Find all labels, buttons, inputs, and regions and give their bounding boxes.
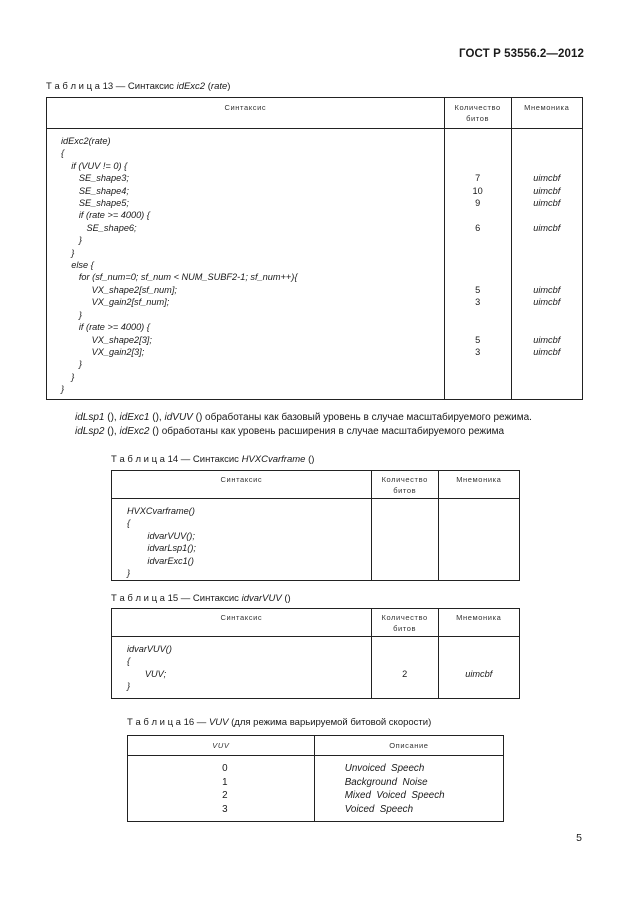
table13-caption-paren-open: ( — [205, 81, 211, 92]
vuv-description: Mixed Voiced Speech — [344, 790, 445, 801]
table14-header-bits: Количество битов — [371, 471, 438, 499]
table16-caption — [127, 717, 431, 728]
table13-mnemonic-cell — [511, 129, 582, 400]
table13-caption — [46, 81, 230, 92]
bits-value — [445, 371, 511, 383]
table16-header-vuv: VUV — [128, 736, 315, 756]
bits-value: 3 — [475, 297, 481, 308]
note-line-1 — [75, 411, 532, 425]
code-line: HVXCvarframe() — [127, 506, 195, 516]
bits-value: 9 — [475, 198, 481, 209]
code-line: idExc2(rate) — [61, 136, 111, 146]
bits-value: 5 — [475, 334, 481, 345]
bits-value — [445, 209, 511, 221]
table15-bits-cell — [371, 637, 438, 699]
bits-value: 3 — [475, 346, 481, 357]
bits-value — [445, 160, 511, 172]
bits-value: 5 — [475, 284, 481, 295]
mnemonic-value: uimcbf — [533, 198, 561, 209]
table15-caption — [111, 593, 291, 604]
code-line: } — [61, 384, 65, 395]
bits-value: 6 — [475, 222, 481, 233]
code-line: SE_shape5; — [61, 198, 129, 209]
table15-mnemonics — [439, 637, 519, 693]
mnemonic-value: uimcbf — [533, 284, 561, 295]
table13-syntax-cell — [47, 129, 445, 400]
table13-header-bits: Количество битов — [444, 98, 511, 129]
mnemonic-value: uimcbf — [533, 173, 561, 184]
table13-mnemonics — [512, 129, 582, 396]
table14-header-mnemonic: Мнемоника — [438, 471, 519, 499]
mnemonic-value — [512, 259, 582, 271]
table14-caption-func: HVXCvarframe — [241, 454, 306, 465]
table16-vuv-values — [128, 756, 314, 816]
note2-func-1: idLsp2 — [75, 426, 105, 437]
vuv-description: Voiced Speech — [344, 803, 414, 815]
bits-value — [445, 234, 511, 246]
mnemonic-value — [512, 247, 582, 259]
table13-bits — [445, 129, 511, 396]
table13-header-syntax: Синтаксис — [47, 98, 445, 129]
note2-text-1: (), — [104, 426, 120, 437]
code-line: { — [127, 656, 131, 667]
mnemonic-value — [512, 383, 582, 395]
code-line: if (rate >= 4000) { — [61, 210, 150, 221]
code-line: else { — [61, 260, 94, 271]
bits-value — [445, 309, 511, 321]
standard-header: ГОСТ Р 53556.2—2012 — [459, 48, 584, 60]
bits-value — [372, 680, 438, 692]
table15-mnemonic-cell — [438, 637, 519, 699]
code-line: } — [61, 359, 82, 370]
code-line: if (VUV != 0) { — [61, 160, 128, 171]
table14-syntax-cell — [112, 499, 372, 581]
table15-syntax-cell — [112, 637, 372, 699]
mnemonic-value: uimcbf — [533, 222, 561, 233]
table16-desc-cell — [314, 756, 503, 822]
bits-value — [372, 655, 438, 667]
code-line: VUV; — [127, 668, 167, 679]
table13-code — [47, 129, 444, 396]
bits-value — [445, 259, 511, 271]
mnemonic-value — [512, 309, 582, 321]
mnemonic-value — [439, 680, 519, 692]
table14-mnemonic-cell — [438, 499, 519, 581]
table16-caption-func: VUV — [208, 717, 229, 728]
code-line: } — [61, 309, 82, 320]
mnemonic-value — [512, 147, 582, 159]
table14-caption — [111, 454, 314, 465]
mnemonic-value — [512, 135, 582, 147]
bits-value: 7 — [475, 173, 481, 184]
vuv-description: Background Noise — [344, 776, 428, 788]
table14 — [111, 470, 520, 581]
table16 — [127, 735, 504, 822]
code-line: SE_shape6; — [61, 222, 137, 233]
code-line: if (rate >= 4000) { — [61, 322, 150, 333]
note1-func-1: idLsp1 — [75, 412, 105, 423]
page-number: 5 — [576, 832, 582, 844]
table15-caption-prefix: Т а б л и ц а 15 — Синтаксис — [111, 593, 242, 604]
mnemonic-value — [512, 234, 582, 246]
code-line: VX_shape2[sf_num]; — [61, 284, 177, 295]
table15-header-mnemonic: Мнемоника — [438, 609, 519, 637]
bits-value — [445, 147, 511, 159]
code-line: idvarExc1() — [127, 555, 194, 566]
table13-bits-cell — [444, 129, 511, 400]
bits-value — [445, 271, 511, 283]
mnemonic-value — [512, 371, 582, 383]
mnemonic-value: uimcbf — [465, 668, 493, 679]
code-line: } — [61, 371, 75, 382]
mnemonic-value — [439, 655, 519, 667]
table13-header-mnemonic: Мнемоника — [511, 98, 582, 129]
code-line: idvarVUV(); — [127, 530, 195, 541]
bits-value — [372, 643, 438, 655]
mnemonic-value — [512, 209, 582, 221]
table15-code — [112, 637, 371, 693]
code-line: idvarLsp1(); — [127, 543, 196, 554]
table14-caption-suffix: () — [305, 454, 315, 465]
mnemonic-value — [439, 643, 519, 655]
table14-bits-cell — [371, 499, 438, 581]
code-line: for (sf_num=0; sf_num < NUM_SUBF2-1; sf_num++){ — [61, 272, 298, 283]
table13-caption-paren-close: ) — [227, 81, 231, 92]
table15-caption-func: idvarVUV — [241, 593, 282, 604]
code-line: { — [127, 518, 131, 529]
mnemonic-value: uimcbf — [533, 346, 561, 357]
table16-header-desc: Описание — [314, 736, 503, 756]
bits-value — [445, 321, 511, 333]
table15-header-bits: Количество битов — [371, 609, 438, 637]
code-line: } — [61, 247, 75, 258]
vuv-description: Unvoiced Speech — [344, 763, 425, 774]
bits-value: 10 — [472, 185, 483, 196]
note1-text-3: () обработаны как базовый уровень в случае масштабируемого режима. — [192, 412, 532, 423]
code-line: VX_shape2[3]; — [61, 334, 152, 345]
table15-header-syntax: Синтаксис — [112, 609, 372, 637]
note2-func-2: idExc2 — [119, 426, 150, 437]
vuv-value: 1 — [222, 776, 228, 788]
table15-bits — [372, 637, 438, 693]
table14-header-syntax: Синтаксис — [112, 471, 372, 499]
note1-text-1: (), — [104, 412, 120, 423]
mnemonic-value — [512, 321, 582, 333]
bits-value: 2 — [402, 668, 408, 679]
mnemonic-value — [512, 358, 582, 370]
table16-caption-prefix: Т а б л и ц а 16 — — [127, 717, 209, 728]
note1-func-2: idExc1 — [119, 412, 150, 423]
bits-value — [445, 358, 511, 370]
table13-caption-arg: rate — [210, 81, 228, 92]
table15-caption-suffix: () — [281, 593, 291, 604]
code-line: VX_gain2[3]; — [61, 346, 145, 357]
mnemonic-value: uimcbf — [533, 334, 561, 345]
mnemonic-value — [512, 160, 582, 172]
table14-caption-prefix: Т а б л и ц а 14 — Синтаксис — [111, 454, 242, 465]
vuv-value: 2 — [222, 790, 228, 801]
mnemonic-value: uimcbf — [533, 185, 561, 196]
code-line: idvarVUV() — [127, 644, 172, 654]
code-line: VX_gain2[sf_num]; — [61, 297, 170, 308]
code-line: { — [61, 148, 65, 159]
bits-value — [445, 383, 511, 395]
table13-caption-func: idExc2 — [176, 81, 206, 92]
mnemonic-value: uimcbf — [533, 297, 561, 308]
table16-vuv-cell — [128, 756, 315, 822]
code-line: } — [61, 235, 82, 246]
note1-text-2: (), — [149, 412, 165, 423]
mnemonic-value — [512, 271, 582, 283]
bits-value — [445, 247, 511, 259]
code-line: SE_shape4; — [61, 185, 129, 196]
table13 — [46, 97, 583, 400]
code-line: } — [127, 568, 131, 579]
vuv-value: 3 — [222, 803, 228, 815]
table16-descriptions — [315, 756, 503, 816]
note2-text-2: () обработаны как уровень расширения в случае масштабируемого режима — [149, 426, 505, 437]
vuv-value: 0 — [222, 763, 228, 774]
table14-code — [112, 499, 371, 579]
bits-value — [445, 135, 511, 147]
code-line: SE_shape3; — [61, 173, 129, 184]
note-line-2 — [75, 425, 504, 439]
table16-caption-suffix: (для режима варьируемой битовой скорости) — [228, 717, 432, 728]
code-line: } — [127, 681, 131, 692]
note1-func-3: idVUV — [164, 412, 193, 423]
table13-caption-prefix: Т а б л и ц а 13 — Синтаксис — [46, 81, 177, 92]
table15 — [111, 608, 520, 699]
